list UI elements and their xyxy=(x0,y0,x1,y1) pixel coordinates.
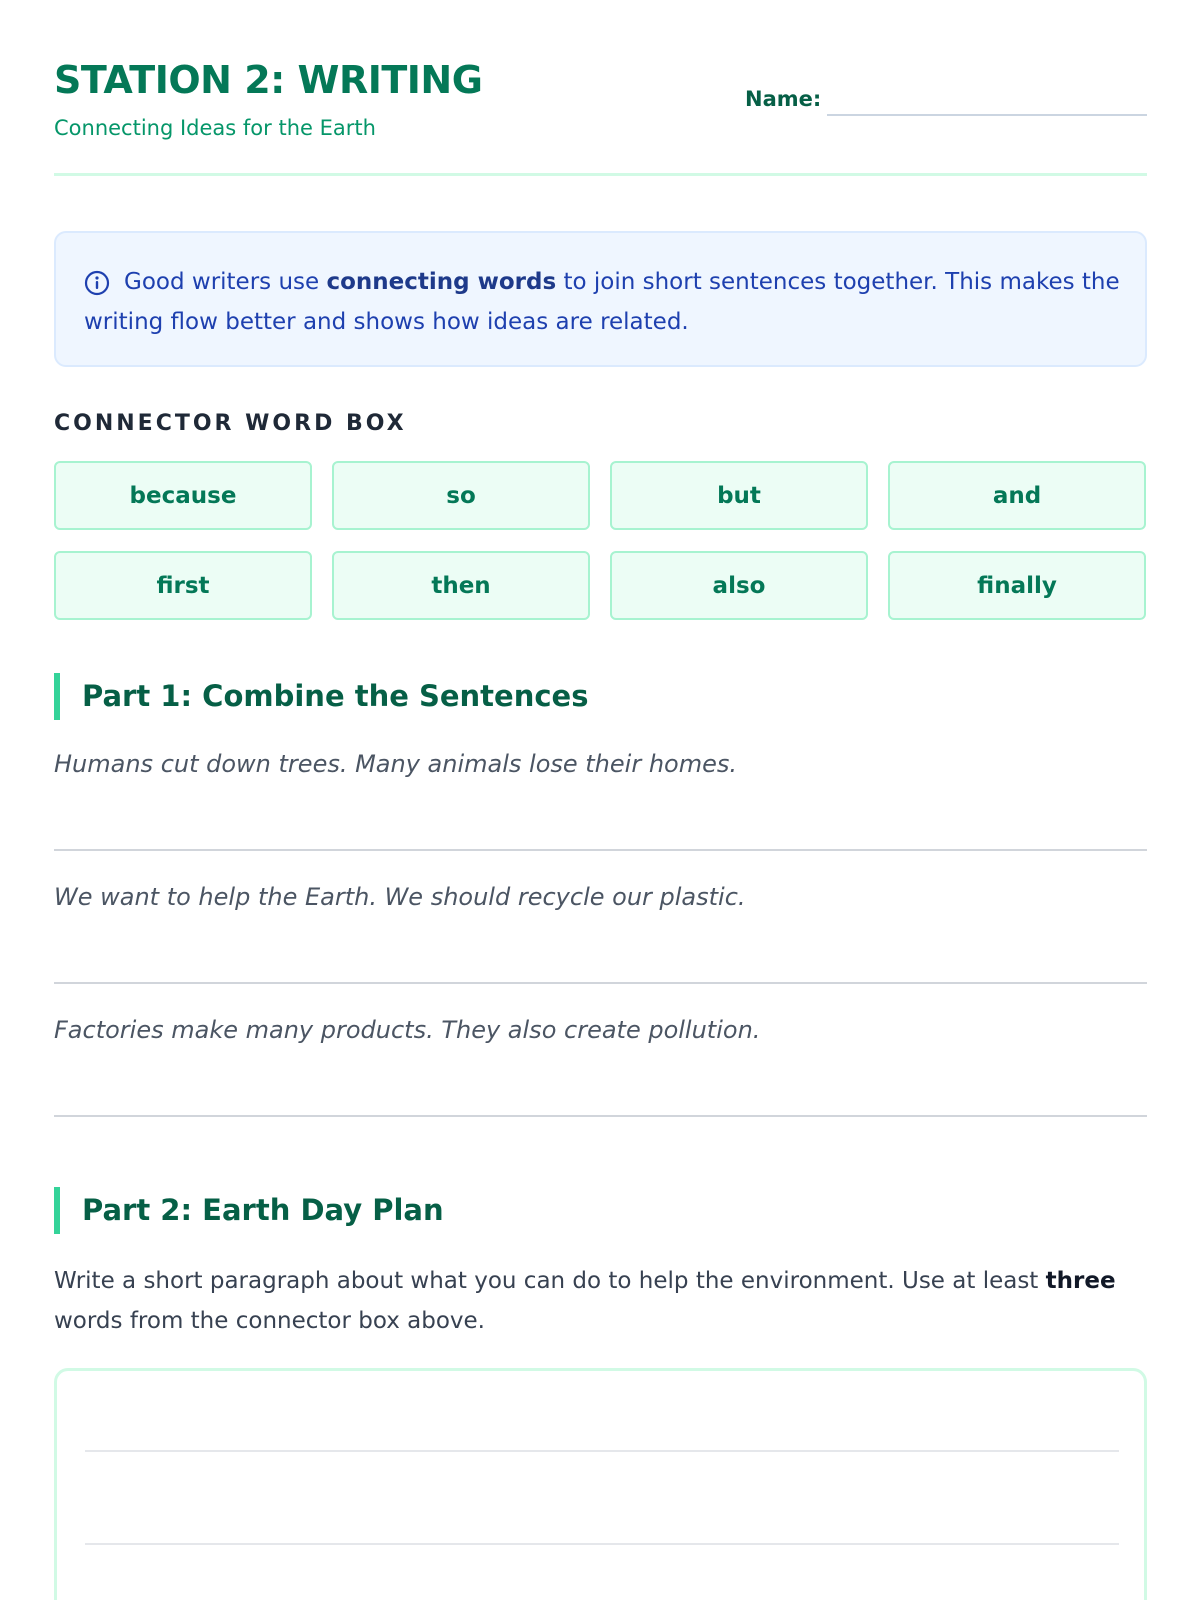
connector-word: also xyxy=(610,551,868,620)
connector-word: then xyxy=(332,551,590,620)
connector-word: so xyxy=(332,461,590,530)
info-text xyxy=(84,262,1124,342)
connector-word: first xyxy=(54,551,312,620)
page-title: STATION 2: WRITING xyxy=(54,58,483,102)
worksheet-page xyxy=(54,0,1147,1600)
answer-line[interactable] xyxy=(54,849,1147,851)
instructions-end: words from the connector box above. xyxy=(54,1308,485,1334)
writing-line xyxy=(85,1543,1119,1545)
connector-word: but xyxy=(610,461,868,530)
connector-word: because xyxy=(54,461,312,530)
info-text-bold: connecting words xyxy=(326,269,557,295)
instructions-bold: three xyxy=(1045,1268,1116,1294)
sentence-prompt: Humans cut down trees. Many animals lose their homes. xyxy=(54,750,737,778)
info-box xyxy=(54,231,1147,367)
connector-word-grid xyxy=(54,461,1147,620)
sentence-prompt: We want to help the Earth. We should recycle our plastic. xyxy=(54,883,746,911)
info-text-start: Good writers use xyxy=(124,269,327,295)
sentence-prompt: Factories make many products. They also create pollution. xyxy=(54,1016,761,1044)
info-text-end: to join short sentences together. This makes the writing flow better and shows how ideas are related. xyxy=(84,269,1120,335)
connector-box-label: CONNECTOR WORD BOX xyxy=(54,411,407,436)
connector-word: finally xyxy=(888,551,1146,620)
writing-line xyxy=(85,1450,1119,1452)
answer-line[interactable] xyxy=(54,982,1147,984)
answer-line[interactable] xyxy=(54,1115,1147,1117)
paragraph-writing-box[interactable] xyxy=(54,1368,1147,1600)
part1-heading: Part 1: Combine the Sentences xyxy=(54,673,588,720)
connector-word: and xyxy=(888,461,1146,530)
part2-heading: Part 2: Earth Day Plan xyxy=(54,1187,444,1234)
name-label: Name: xyxy=(745,87,822,111)
instructions-start: Write a short paragraph about what you can do to help the environment. Use at least xyxy=(54,1268,1046,1294)
page-subtitle: Connecting Ideas for the Earth xyxy=(54,116,376,140)
name-field[interactable] xyxy=(827,114,1147,116)
part2-instructions xyxy=(54,1261,1147,1341)
header xyxy=(54,0,1147,176)
